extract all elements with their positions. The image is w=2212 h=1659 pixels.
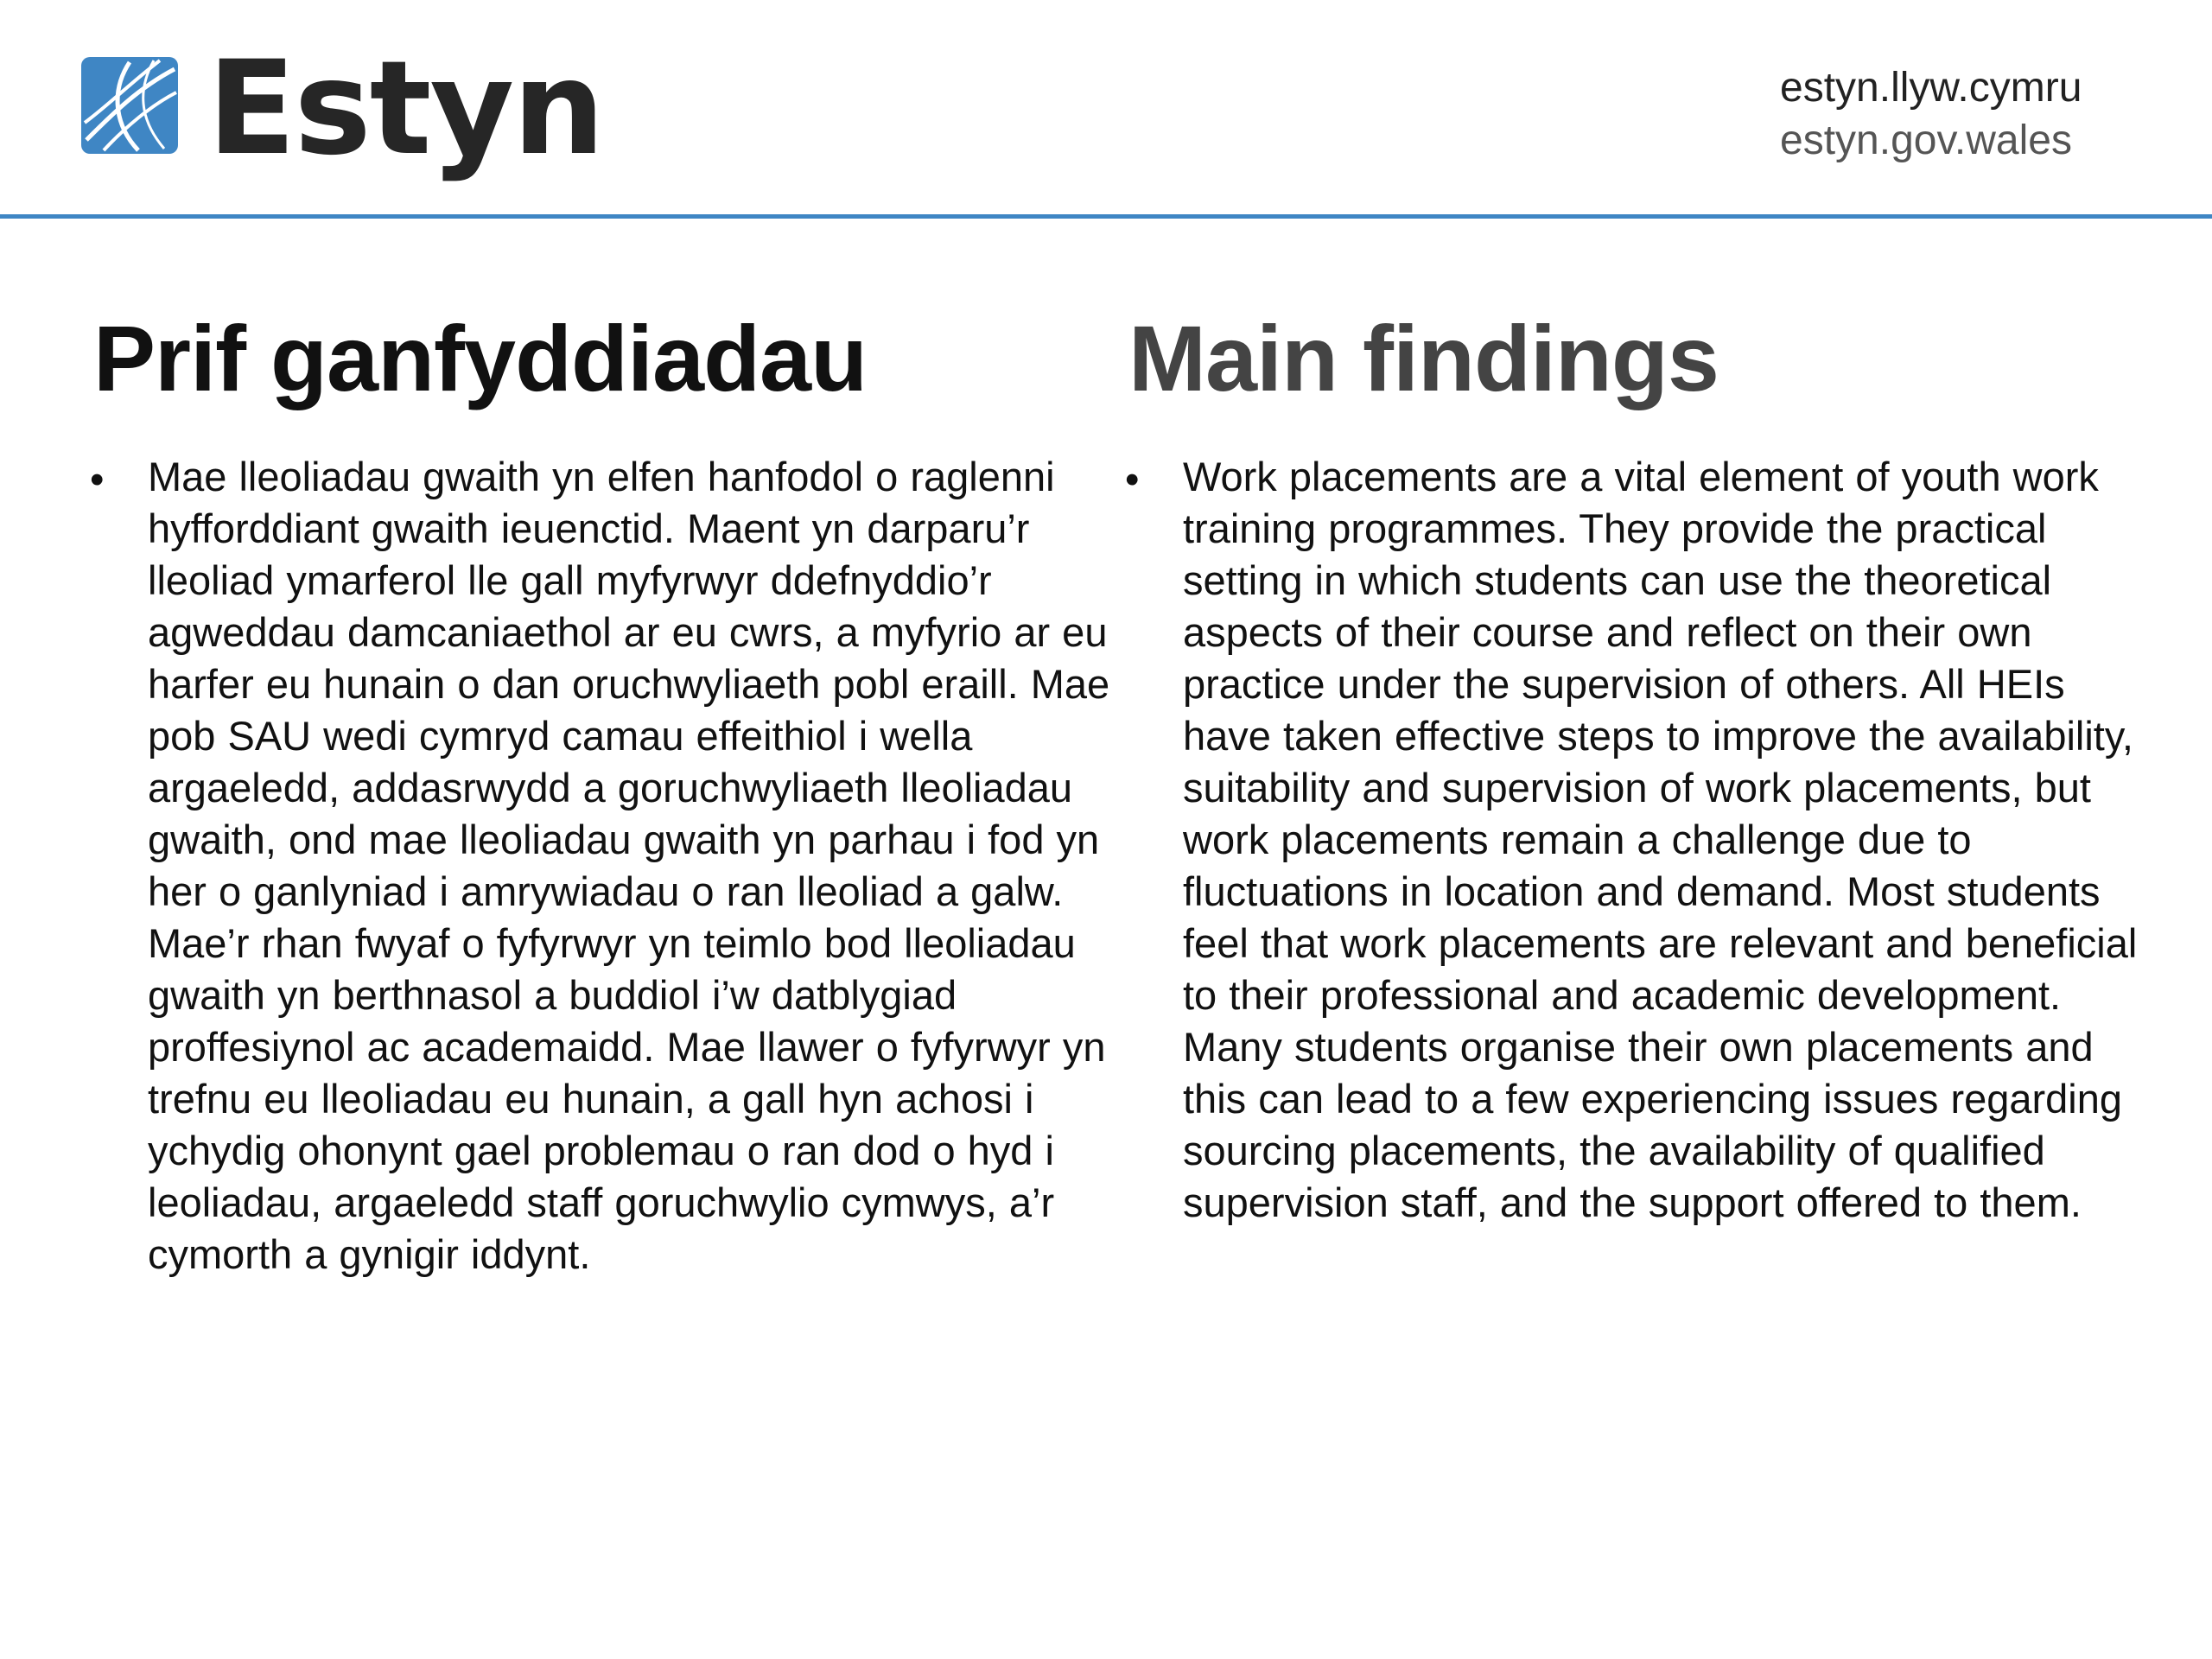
logo-wordmark: Estyn bbox=[207, 34, 604, 184]
website-url-welsh[interactable]: estyn.llyw.cymru bbox=[1780, 65, 2082, 111]
website-url-english[interactable]: estyn.gov.wales bbox=[1780, 118, 2072, 163]
estyn-logo-icon bbox=[78, 54, 181, 157]
page-header bbox=[0, 0, 2212, 216]
welsh-findings-paragraph: Mae lleoliadau gwaith yn elfen hanfodol o raglenni hyfforddiant gwaith ieuenctid. Maent yn darparu’r lleoliad ymarferol lle gall myfyrwyr ddefnyddio’r agweddau damcaniaethol ar eu cwrs, a myfyrio ar eu harfer eu hunain o dan oruchwyliaeth pobl eraill. Mae pob SAU wedi cymryd camau effeithiol i wella argaeledd, addasrwydd a goruchwyliaeth lleoliadau gwaith, ond mae lleoliadau gwaith yn parhau i fod yn her o ganlyniad i amrywiadau o ran lleoliad a galw. Mae’r rhan fwyaf o fyfyrwyr yn teimlo bod lleoliadau gwaith yn berthnasol a buddiol i’w datblygiad proffesiynol ac academaidd. Mae llawer o fyfyrwyr yn trefnu eu lleoliadau eu hunain, a gall hyn achosi i ychydig ohonynt gael problemau o ran dod o hyd i leoliadau, argaeledd staff goruchwylio cymwys, a’r cymorth a gynigir iddynt. bbox=[148, 454, 1110, 1277]
english-heading: Main findings bbox=[1128, 306, 1719, 410]
welsh-bullet: • bbox=[90, 456, 105, 502]
english-bullet: • bbox=[1125, 456, 1140, 502]
header-divider bbox=[0, 214, 2212, 219]
english-findings-paragraph: Work placements are a vital element of youth work training programmes. They provide the practical setting in which students can use the theoretical aspects of their course and reflect on their own practice under the supervision of others. All HEIs have taken effective steps to improve the availability, suitability and supervision of work placements, but work placements remain a challenge due to fluctuations in location and demand. Most students feel that work placements are relevant and beneficial to their professional and academic development. Many students organise their own placements and this can lead to a few experiencing issues regarding sourcing placements, the availability of qualified supervision staff, and the support offered to them. bbox=[1183, 454, 2138, 1225]
welsh-heading: Prif ganfyddiadau bbox=[93, 306, 868, 410]
